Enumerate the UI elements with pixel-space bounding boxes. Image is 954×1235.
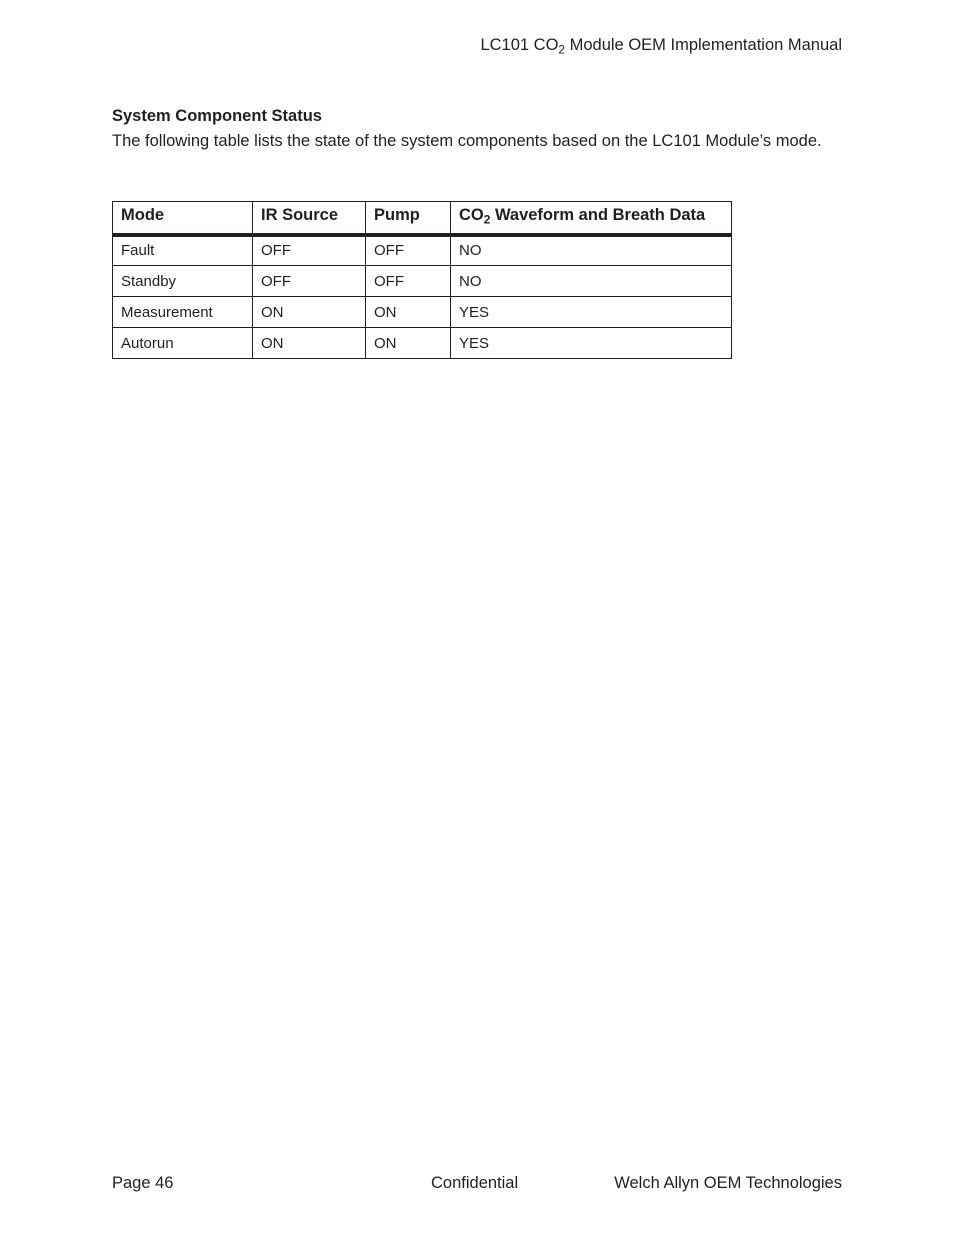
cell-ir-source: OFF <box>253 235 366 266</box>
cell-ir-source: ON <box>253 297 366 328</box>
cell-pump: ON <box>366 328 451 359</box>
table-row <box>113 297 732 328</box>
cell-co2-waveform: YES <box>451 328 732 359</box>
cell-pump: OFF <box>366 235 451 266</box>
cell-co2-waveform: NO <box>451 266 732 297</box>
cell-mode: Fault <box>113 235 253 266</box>
col-header-co2-post: Waveform and Breath Data <box>490 206 706 224</box>
running-header <box>480 36 842 55</box>
cell-co2-waveform: NO <box>451 235 732 266</box>
footer-page-number: Page 46 <box>112 1174 174 1192</box>
intro-paragraph: The following table lists the state of the system components based on the LC101 Module’s mode. <box>112 132 822 150</box>
header-title-post: Module OEM Implementation Manual <box>565 36 842 54</box>
col-header-ir-source: IR Source <box>253 202 366 235</box>
cell-mode: Autorun <box>113 328 253 359</box>
table-row <box>113 328 732 359</box>
table-row <box>113 266 732 297</box>
col-header-pump: Pump <box>366 202 451 235</box>
component-status-table <box>112 201 732 359</box>
cell-pump: OFF <box>366 266 451 297</box>
footer-confidential: Confidential <box>431 1174 519 1192</box>
cell-ir-source: OFF <box>253 266 366 297</box>
cell-mode: Measurement <box>113 297 253 328</box>
col-header-mode: Mode <box>113 202 253 235</box>
cell-mode: Standby <box>113 266 253 297</box>
cell-co2-waveform: YES <box>451 297 732 328</box>
header-title-pre: LC101 CO <box>480 36 559 54</box>
cell-ir-source: ON <box>253 328 366 359</box>
col-header-co2-waveform <box>451 202 732 235</box>
table-row <box>113 235 732 266</box>
table-header-row <box>113 202 732 235</box>
section-heading: System Component Status <box>112 107 322 125</box>
footer-company: Welch Allyn OEM Technologies <box>614 1174 842 1192</box>
cell-pump: ON <box>366 297 451 328</box>
col-header-co2-pre: CO <box>459 206 484 224</box>
col-header-co2-subscript: 2 <box>483 212 491 227</box>
header-title-subscript: 2 <box>558 42 566 57</box>
